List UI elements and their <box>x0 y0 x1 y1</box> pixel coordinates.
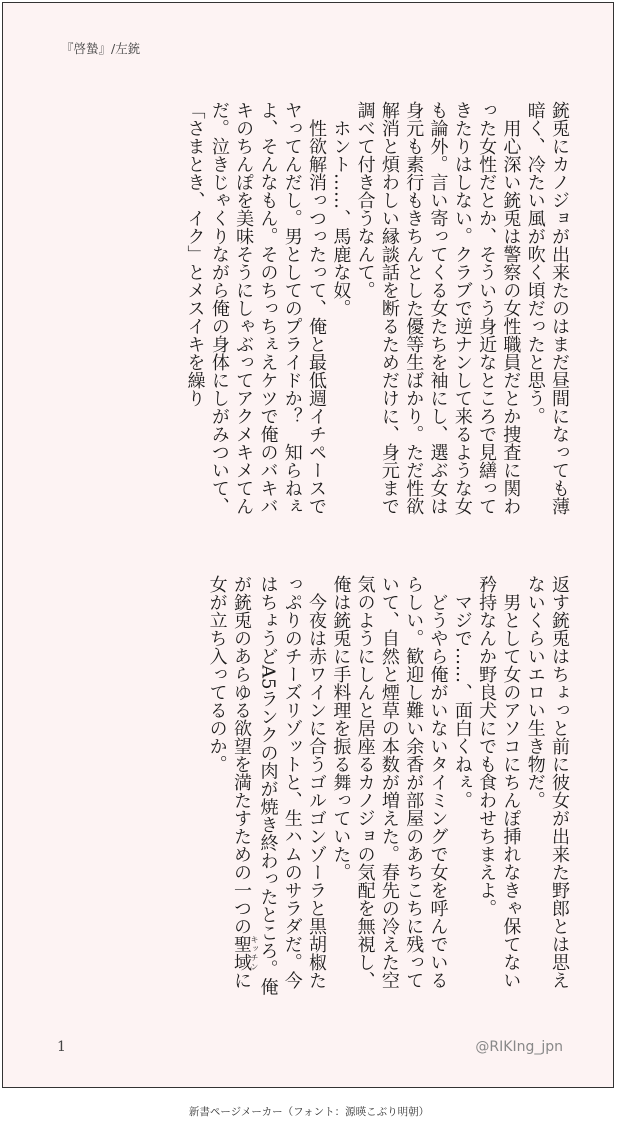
paragraph: 用心深い銃兎は警察の女性職員だとか捜査に関わった女性だとか、そういう身近なところで見繕ってきたりはしない。クラブで逆ナンして来るような女も論外。言い寄ってくる女たちを袖にし、選ぶ女は身元も素行もきちんとした優等生ばかり。ただ性欲解消と煩わしい縁談話を断るためだけに、身元まで調べて付き合うなんて。 <box>354 101 522 515</box>
ruby-reading: キッチン <box>249 935 259 971</box>
paragraph: 返す銃兎はちょっと前に彼女が出来た野郎とは思えないくらいエロい生き物だ。 <box>524 575 570 989</box>
paragraph: 性欲解消っつったって、俺と最低週イチペースでヤってんだし。男としてのプライドか？ 知らねぇよ、そんなもん。そのちっちぇえケツで俺のバキバキのちんぽを美味そうにしゃぶってアクメキメてんだ。泣きじゃくりながら俺の身体にしがみついて、「さまとき、イク」とメスイキを繰り <box>184 101 328 515</box>
text-column-upper <box>59 101 571 529</box>
page-number: 1 <box>57 1039 66 1055</box>
footer-credit: 新書ページメーカー（フォント：源暎こぶり明朝） <box>188 1106 430 1118</box>
paragraph: 今夜は赤ワインに合うゴルゴンゾーラと黒胡椒たっぷりのチーズリゾットと、生ハムのサラダだ。今はちょうどA5ランクの肉が焼き終わったところ。俺が銃兎のあらゆる欲望を満たすための一つの聖域キッチンに女が立ち入ってるのか。 <box>206 575 328 996</box>
paragraph: マジで……、面白くねぇ。 <box>451 593 473 809</box>
header-title: 『啓蟄』/左銃 <box>61 41 141 56</box>
paragraph: どうやら俺がいないタイミングで女を呼んでいるらしい。歓迎し難い余香が部屋のあちこちに残っていて、自然と煙草の本数が増えた。春先の冷えた空気のようにしんと居座るカノジョの気配を無視し、俺は銃兎に手料理を振る舞っていた。 <box>330 575 449 989</box>
paragraph: ホント……、馬鹿な奴。 <box>330 119 352 317</box>
paragraph: 銃兎にカノジョが出来たのはまだ昼間になっても薄暗く、冷たい風が吹く頃だったと思う。 <box>524 101 570 515</box>
ruby-word: 聖域キッチン <box>230 935 259 971</box>
page <box>2 2 614 1088</box>
author-handle: @RIKIng_jpn <box>475 1039 563 1055</box>
paragraph: 男として女のアソコにちんぽ挿れなきゃ保てない矜持なんか野良犬にでも食わせちまえよ。 <box>476 575 522 989</box>
text-column-lower <box>59 575 571 1003</box>
